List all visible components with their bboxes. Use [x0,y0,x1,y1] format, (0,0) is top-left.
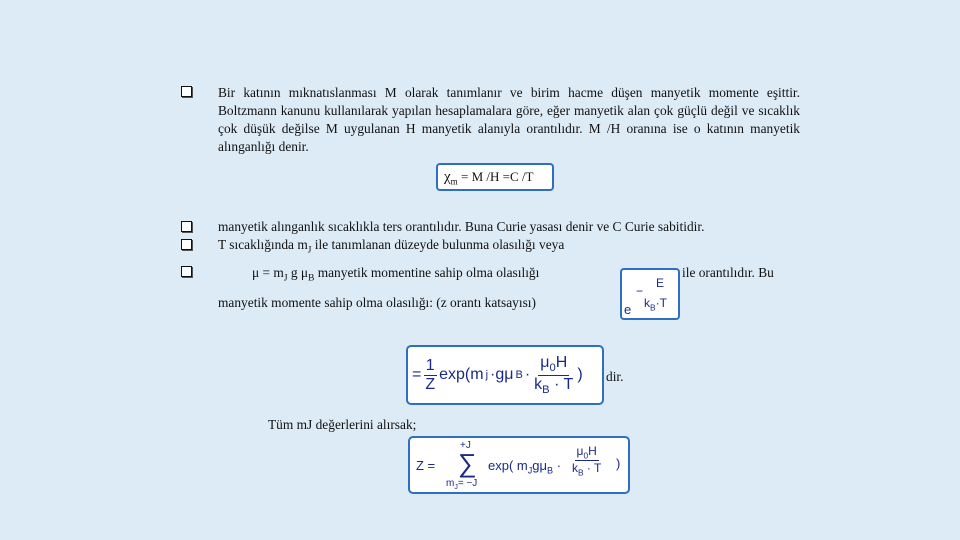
f2-exp: exp(m [439,366,484,383]
bullet-4 [181,266,192,277]
exp-numerator: E [656,276,665,290]
f2-fraction-field [532,354,575,395]
bullet-2 [181,221,192,232]
f3-bottom-m: m [446,478,455,489]
f2-gmu: ·gμ [490,366,514,383]
f2-den-t: · T [549,375,574,393]
f2-den-sub: B [542,383,550,396]
f2-sub-b: B [515,369,523,381]
f2-den [532,376,575,396]
f3-bottom-sub: J [454,484,458,491]
formula-curie [444,169,533,187]
boltzmann-factor-box [620,268,680,320]
f3-sum-bottom [446,478,477,491]
f3-num [575,444,599,461]
f2-num-h: H [555,354,568,372]
f3-sigma: ∑ [458,448,477,478]
exp-den-tail: ·T [655,296,667,310]
f3-bottom-tail: = −J [457,478,478,489]
moment-mu: μ = m [252,265,284,280]
f2-num [538,354,569,375]
moment-tail-text: ile orantılıdır. Bu [682,265,774,280]
formula-curie-box [436,163,554,191]
formula-curie-rest: = M /H =C /T [457,169,534,184]
exp-den-sub: B [650,302,656,313]
partition-function-box [408,436,630,494]
f2-num-sub: 0 [549,362,556,375]
paragraph-magnetization: Bir katının mıknatıslanması M olarak tanımlanır ve birim hacme düşen manyetik momente eşittir. Boltzmann kanunu kullanılarak yapılan hesaplamalara göre, eğer manyetik alan çok güçlü değil ve sıcaklık çok düşük değilse M uygulanan H manyetik alanıyla orantılıdır. M /H oranına ise o katının manyetik alınganlığı denir. [218,85,800,154]
moment-sub-b: B [308,273,315,284]
f2-den-k: k [534,375,543,393]
f3-fraction [570,444,603,478]
f2-fraction-1z [423,357,437,394]
exp-minus: − [636,284,644,298]
probability-text [218,236,564,260]
moment-text [252,264,539,288]
f3-sub-b: B [547,465,554,476]
f3-dot: · [553,458,562,473]
f2-num-mu: μ [540,354,550,372]
f3-den-sub: B [578,467,584,478]
bullet-3 [181,239,192,250]
f3-den [570,461,603,477]
f3-num-h: H [588,444,597,458]
bullet-1 [181,86,192,97]
probability-text-pre: T sıcaklığında m [218,237,308,252]
f3-den-t: · T [583,461,602,476]
f2-sub-j: j [485,369,489,381]
sum-label: Tüm mJ değerlerini alırsak; [268,417,417,432]
f3-gmu: gμ [532,458,548,473]
f3-num-mu: μ [576,444,584,458]
moment-g: g μ [287,265,309,280]
f2-close: ) [577,366,583,383]
f2-one: 1 [425,356,435,374]
f3-sum-top: +J [460,440,471,451]
f2-z: Z [425,375,436,393]
probability-formula [412,353,583,397]
probability-text-sub: J [307,245,312,256]
f3-num-sub: 0 [583,450,589,461]
moment-sub-j: J [283,273,288,284]
f3-close: ) [616,456,621,471]
f3-exp-body: exp( m [488,458,528,473]
exp-e: e [624,302,632,317]
chi-subscript: m [450,176,458,187]
f2-equals: = [412,366,422,383]
f3-lhs: Z = [416,458,436,473]
f3-sub-j: J [527,465,533,476]
f2-dot: · [524,366,531,383]
chi-symbol: χ [444,169,451,185]
exp-denominator [644,296,667,312]
probability-text-post: ile tanımlanan düzeyde bulunma olasılığı veya [311,237,565,252]
moment-probability-line: manyetik momente sahip olma olasılığı: (z orantı katsayısı) [218,295,536,310]
f3-den-k: k [572,461,578,476]
probability-formula-box [406,345,604,405]
partition-function [416,438,626,494]
moment-post: manyetik momentine sahip olma olasılığı [314,265,540,280]
curie-law-text: manyetik alınganlık sıcaklıkla ters orantılıdır. Buna Curie yasası denir ve C Curie sabitidir. [218,219,705,234]
dir-text: dir. [606,369,624,384]
f3-exp [488,458,561,476]
exp-den-k: k [644,296,650,310]
